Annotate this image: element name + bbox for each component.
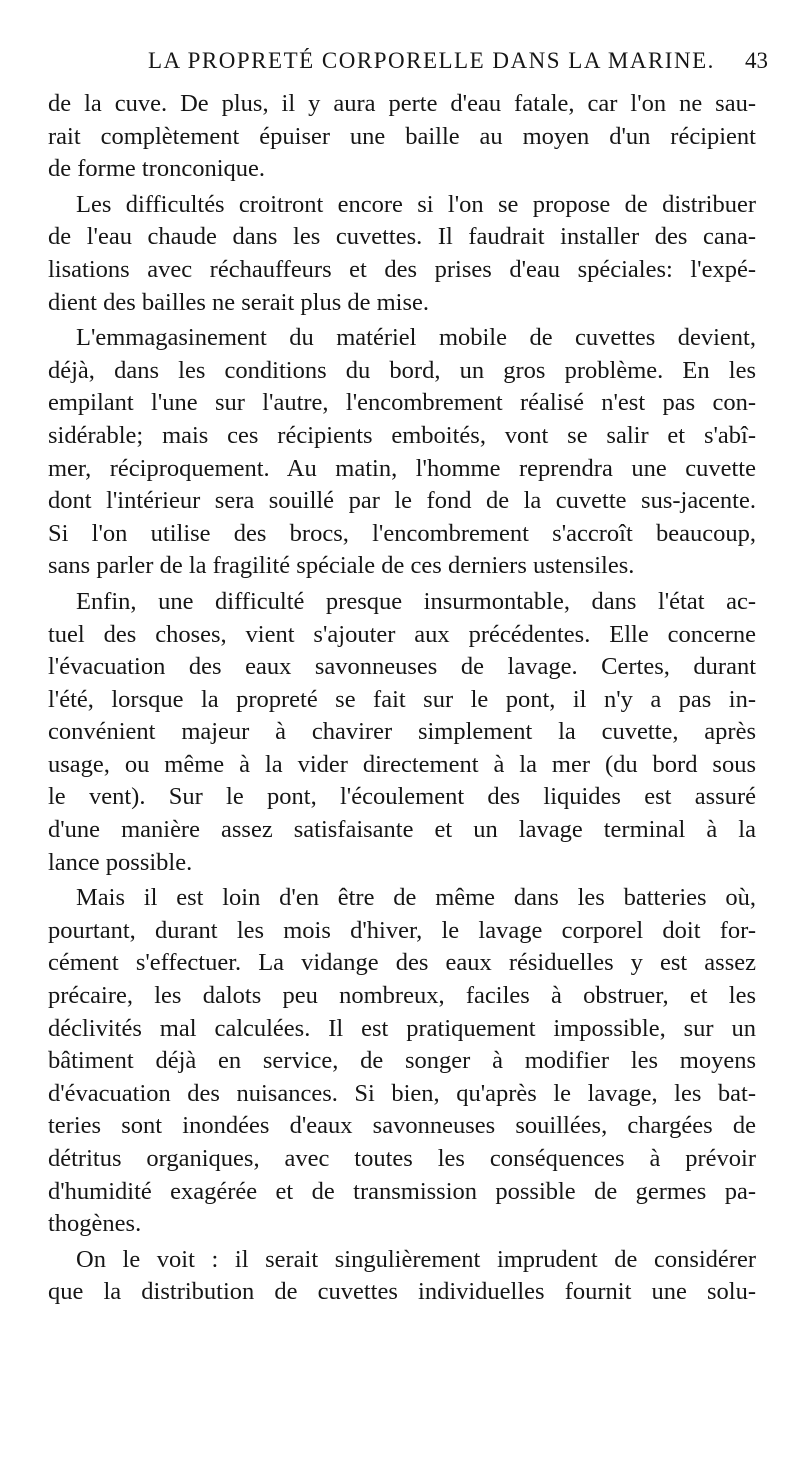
- text-line: de forme tronconique.: [48, 155, 266, 183]
- text-line: sans parler de la fragilité spéciale de ces derniers ustensiles.: [48, 552, 635, 580]
- text-line: tuel des choses, vient s'ajouter aux précédentes. Elle concerne: [48, 620, 756, 648]
- text-line: rait complètement épuiser une baille au moyen d'un récipient: [48, 122, 756, 150]
- paragraph: [48, 88, 756, 186]
- text-line: le vent). Sur le pont, l'écoulement des liquides est assuré: [48, 783, 756, 811]
- text-line: sidérable; mais ces récipients emboités, vont se salir et s'abî-: [48, 421, 756, 449]
- text-line: dient des bailles ne serait plus de mise.: [48, 288, 430, 316]
- text-line: de la cuve. De plus, il y aura perte d'eau fatale, car l'on ne sau-: [48, 90, 756, 117]
- paragraph: [48, 189, 756, 319]
- text-line: Les difficultés croitront encore si l'on se propose de distribuer: [76, 190, 756, 218]
- text-line: l'été, lorsque la propreté se fait sur le pont, il n'y a pas in-: [48, 685, 756, 713]
- text-line: Enfin, une difficulté presque insurmontable, dans l'état ac-: [76, 587, 756, 615]
- text-line: dont l'intérieur sera souillé par le fond de la cuvette sus-jacente.: [48, 487, 756, 515]
- text-line: d'humidité exagérée et de transmission possible de germes pa-: [48, 1177, 756, 1205]
- text-line: usage, ou même à la vider directement à la mer (du bord sous: [48, 750, 756, 778]
- text-line: empilant l'une sur l'autre, l'encombrement réalisé n'est pas con-: [48, 389, 756, 417]
- text-line: lisations avec réchauffeurs et des prises d'eau spéciales: l'expé-: [48, 255, 756, 283]
- page-header: [48, 48, 772, 88]
- text-line: mer, réciproquement. Au matin, l'homme reprendra une cuvette: [48, 454, 756, 482]
- text-line: d'évacuation des nuisances. Si bien, qu'après le lavage, les bat-: [48, 1079, 756, 1107]
- text-line: Si l'on utilise des brocs, l'encombrement s'accroît beaucoup,: [48, 519, 756, 547]
- text-line: de l'eau chaude dans les cuvettes. Il faudrait installer des cana-: [48, 223, 756, 251]
- body-text: [48, 88, 756, 1309]
- text-line: bâtiment déjà en service, de songer à modifier les moyens: [48, 1047, 756, 1075]
- running-head: LA PROPRETÉ CORPORELLE DANS LA MARINE.: [148, 48, 715, 73]
- text-line: déjà, dans les conditions du bord, un gros problème. En les: [48, 356, 756, 384]
- paragraph: [48, 882, 756, 1241]
- text-line: d'une manière assez satisfaisante et un lavage terminal à la: [48, 816, 756, 844]
- text-line: précaire, les dalots peu nombreux, faciles à obstruer, et les: [48, 982, 756, 1010]
- text-line: pourtant, durant les mois d'hiver, le lavage corporel doit for-: [48, 916, 756, 944]
- text-line: teries sont inondées d'eaux savonneuses souillées, chargées de: [48, 1112, 756, 1140]
- text-line: thogènes.: [48, 1210, 142, 1238]
- text-line: On le voit : il serait singulièrement imprudent de considérer: [76, 1245, 756, 1273]
- paragraph: [48, 1244, 756, 1309]
- text-line: détritus organiques, avec toutes les conséquences à prévoir: [48, 1145, 756, 1172]
- text-line: lance possible.: [48, 848, 193, 876]
- page-number: 43: [745, 48, 768, 73]
- text-line: que la distribution de cuvettes individuelles fournit une solu-: [48, 1278, 756, 1306]
- paragraph: [48, 586, 756, 879]
- paragraph: [48, 322, 756, 583]
- text-line: l'évacuation des eaux savonneuses de lavage. Certes, durant: [48, 653, 756, 681]
- text-line: L'emmagasinement du matériel mobile de cuvettes devient,: [76, 324, 756, 352]
- text-line: convénient majeur à chavirer simplement la cuvette, après: [48, 718, 756, 746]
- text-line: Mais il est loin d'en être de même dans les batteries où,: [76, 884, 756, 912]
- text-line: cément s'effectuer. La vidange des eaux résiduelles y est assez: [48, 949, 756, 977]
- text-line: déclivités mal calculées. Il est pratiquement impossible, sur un: [48, 1014, 756, 1042]
